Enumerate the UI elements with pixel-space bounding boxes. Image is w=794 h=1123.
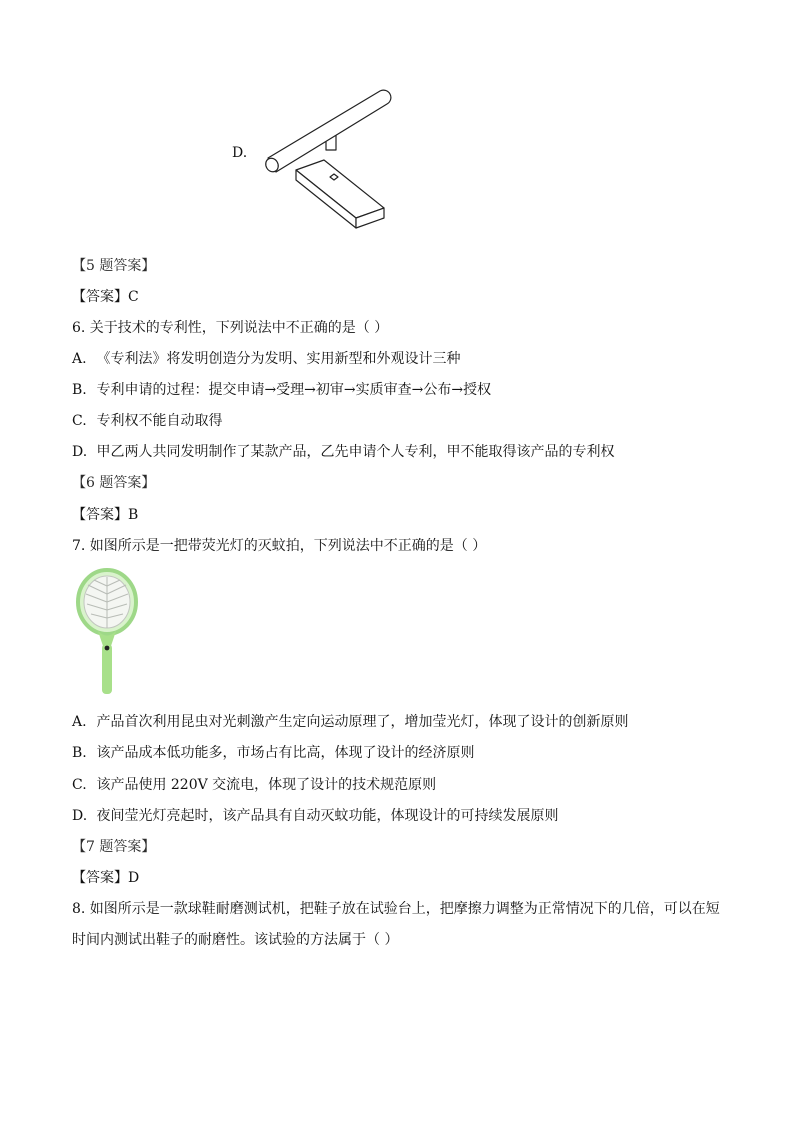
question-7-option-d: D. 夜间莹光灯亮起时，该产品具有自动灭蚊功能，体现设计的可持续发展原则: [72, 808, 559, 824]
answer-6-heading: 【6 题答案】: [72, 475, 156, 491]
question-7-option-c: C. 该产品使用 220V 交流电，体现了设计的技术规范原则: [72, 777, 437, 793]
answer-5-heading: 【5 题答案】: [72, 258, 156, 274]
answer-7: 【答案】D: [72, 870, 140, 886]
question-7-option-a: A. 产品首次利用昆虫对光刺激产生定向运动原理了，增加莹光灯，体现了设计的创新原则: [72, 714, 629, 730]
question-7-option-b: B. 该产品成本低功能多，市场占有比高，体现了设计的经济原则: [72, 745, 475, 761]
mosquito-swatter-image: [74, 568, 140, 696]
question-6-option-b: B. 专利申请的过程：提交申请→受理→初审→实质审查→公布→授权: [72, 382, 492, 398]
answer-7-heading: 【7 题答案】: [72, 839, 156, 855]
answer-5: 【答案】C: [72, 289, 139, 305]
question-6-option-c: C. 专利权不能自动取得: [72, 413, 223, 429]
option-d-label: D.: [232, 145, 248, 161]
option-d-figure: [262, 84, 392, 234]
question-6-option-a: A. 《专利法》将发明创造分为发明、实用新型和外观设计三种: [72, 351, 461, 367]
question-7-stem: 7. 如图所示是一把带荧光灯的灭蚊拍，下列说法中不正确的是（ ）: [72, 538, 487, 554]
question-8-stem-line-1: 8. 如图所示是一款球鞋耐磨测试机，把鞋子放在试验台上，把摩擦力调整为正常情况下的几倍，可以在短: [72, 901, 720, 917]
question-6-stem: 6. 关于技术的专利性，下列说法中不正确的是（ ）: [72, 320, 389, 336]
answer-6: 【答案】B: [72, 507, 139, 523]
question-6-option-d: D. 甲乙两人共同发明制作了某款产品，乙先申请个人专利，甲不能取得该产品的专利权: [72, 444, 615, 460]
question-8-stem-line-2: 时间内测试出鞋子的耐磨性。该试验的方法属于（ ）: [72, 932, 399, 948]
